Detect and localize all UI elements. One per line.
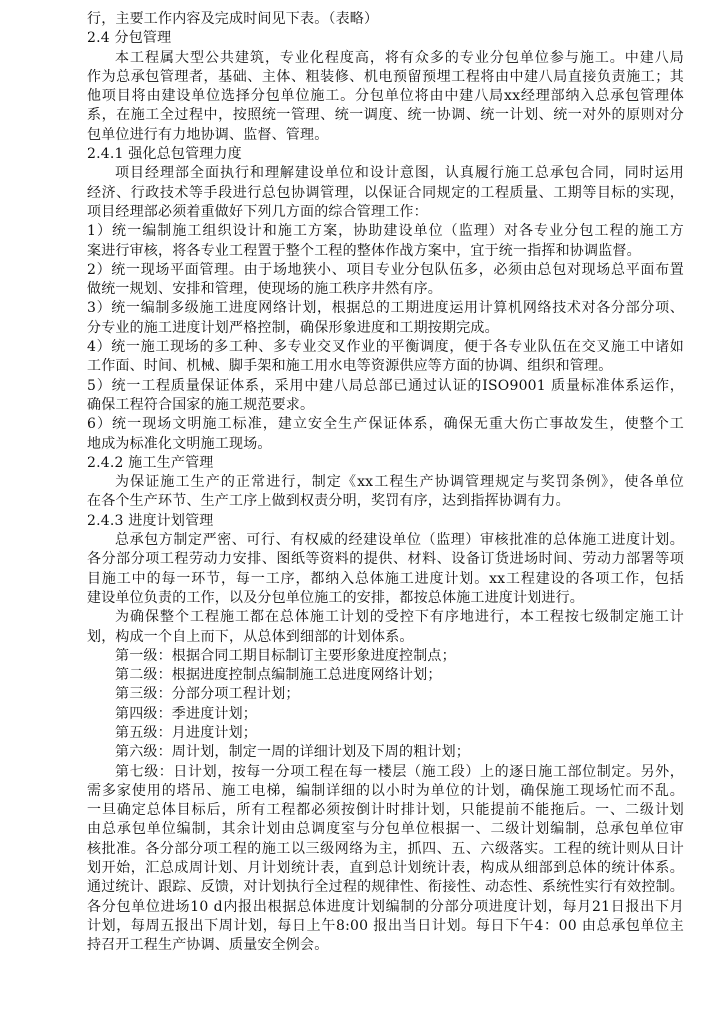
text-line: 一旦确定总体目标后，所有工程都必须按倒计时排计划，只能提前不能拖后。一、二级计划 xyxy=(87,802,684,819)
text-line: 他项目将由建设单位选择分包单位施工。分包单位将由中建八局xx经理部纳入总承包管理体 xyxy=(87,88,684,105)
plan-level-item: 第一级：根据合同工期目标制订主要形象进度控制点； xyxy=(115,647,456,664)
text-line: 分专业的施工进度计划严格控制，确保形象进度和工期按期完成。 xyxy=(87,319,499,336)
subsection-heading: 2.4.3 进度计划管理 xyxy=(87,512,214,529)
text-line: 需多家使用的塔吊、施工电梯，编制详细的以小时为单位的计划，确保施工现场忙而不乱。 xyxy=(87,782,684,799)
text-line: 各分包单位进场10 d内报出根据总体进度计划编制的分部分项进度计划，每月21日报出下月 xyxy=(87,898,684,915)
list-item-line: 3）统一编制多级施工进度网络计划，根据总的工期进度运用计算机网络技术对各分部分项、 xyxy=(87,300,684,317)
text-line: 工作面、时间、机械、脚手架和施工用水电等资源供应等方面的协调、组织和管理。 xyxy=(87,358,613,375)
text-line: 地成为标准化文明施工现场。 xyxy=(87,435,272,452)
text-line: 目施工中的每一环节，每一工序，都纳入总体施工进度计划。xx工程建设的各项工作，包括 xyxy=(87,570,684,587)
text-line: 行，主要工作内容及完成时间见下表。（表略） xyxy=(87,11,379,27)
list-item-line: 5）统一工程质量保证体系，采用中建八局总部已通过认证的ISO9001 质量标准体系运作， xyxy=(87,377,684,394)
text-line: 本工程属大型公共建筑，专业化程度高，将有众多的专业分包单位参与施工。中建八局 xyxy=(115,49,684,66)
text-line: 核批准。各分部分项工程的施工以三级网络为主，抓四、五、六级落实。工程的统计则从日计 xyxy=(87,840,684,857)
text-line: 作为总承包管理者，基础、主体、粗装修、机电预留预埋工程将由中建八局直接负责施工；其 xyxy=(87,68,684,85)
plan-level-item: 第二级：根据进度控制点编制施工总进度网络计划； xyxy=(115,667,442,684)
subsection-heading: 2.4.2 施工生产管理 xyxy=(87,454,214,471)
plan-level-item: 第四级：季进度计划； xyxy=(115,705,257,722)
text-line: 经济、行政技术等手段进行总包协调管理，以保证合同规定的工程质量、工期等目标的实现， xyxy=(87,184,684,201)
text-line: 总承包方制定严密、可行、有权威的经建设单位（监理）审核批准的总体施工进度计划。 xyxy=(115,532,684,549)
text-line: 包单位进行有力地协调、监督、管理。 xyxy=(87,126,329,143)
text-line: 通过统计、跟踪、反馈，对计划执行全过程的规律性、衔接性、动态性、系统性实行有效控制。 xyxy=(87,879,684,896)
text-line: 建设单位负责的工作，以及分包单位施工的安排，都按总体施工进度计划进行。 xyxy=(87,589,584,606)
text-line: 案进行审核，将各专业工程置于整个工程的整体作战方案中，宜于统一指挥和协调监督。 xyxy=(87,242,641,259)
plan-level-item: 第三级：分部分项工程计划； xyxy=(115,686,300,703)
text-line: 计划，每周五报出下周计划，每日上午8:00 报出当日计划。每日下午4：00 由总承包单位主 xyxy=(87,917,684,934)
plan-level-item: 第五级：月进度计划； xyxy=(115,724,257,741)
plan-level-item: 第七级：日计划，按每一分项工程在每一楼层（施工段）上的逐日施工部位制定。另外， xyxy=(115,763,684,780)
document-page xyxy=(87,10,684,956)
text-line: 持召开工程生产协调、质量安全例会。 xyxy=(87,937,329,954)
list-item-line: 4）统一施工现场的多工种、多专业交叉作业的平衡调度，便于各专业队伍在交叉施工中诸如 xyxy=(87,339,684,356)
text-line: 系，在施工全过程中，按照统一管理、统一调度、统一协调、统一计划、统一对外的原则对分 xyxy=(87,107,684,124)
text-line: 由总承包单位编制，其余计划由总调度室与分包单位根据一、二级计划编制，总承包单位审 xyxy=(87,821,684,838)
list-item-line: 6）统一现场文明施工标准，建立安全生产保证体系，确保无重大伤亡事故发生，使整个工 xyxy=(87,416,684,433)
text-line: 项目经理部必须着重做好下列几方面的综合管理工作： xyxy=(87,203,428,220)
text-line: 确保工程符合国家的施工规范要求。 xyxy=(87,396,315,413)
text-line: 在各个生产环节、生产工序上做到权责分明，奖罚有序，达到指挥协调有力。 xyxy=(87,493,570,510)
text-line: 项目经理部全面执行和理解建设单位和设计意图，认真履行施工总承包合同，同时运用 xyxy=(115,165,684,182)
plan-level-item: 第六级：周计划，制定一周的详细计划及下周的粗计划； xyxy=(115,744,470,761)
list-item-line: 1）统一编制施工组织设计和施工方案，协助建设单位（监理）对各专业分包工程的施工方 xyxy=(87,223,684,240)
list-item-line: 2）统一现场平面管理。由于场地狭小、项目专业分包队伍多，必须由总包对现场总平面布置 xyxy=(87,261,684,278)
text-line: 各分部分项工程劳动力安排、图纸等资料的提供、材料、设备订货进场时间、劳动力部署等项 xyxy=(87,551,684,568)
text-line: 做统一规划、安排和管理，使现场的施工秩序井然有序。 xyxy=(87,281,442,298)
text-line: 划开始，汇总成周计划、月计划统计表，直到总计划统计表，构成从细部到总体的统计体系。 xyxy=(87,860,684,877)
text-line: 为保证施工生产的正常进行，制定《xx工程生产协调管理规定与奖罚条例》，使各单位 xyxy=(115,474,684,491)
text-line: 为确保整个工程施工都在总体施工计划的受控下有序地进行，本工程按七级制定施工计 xyxy=(115,609,684,626)
subsection-heading: 2.4.1 强化总包管理力度 xyxy=(87,146,242,163)
section-heading: 2.4 分包管理 xyxy=(87,30,172,47)
text-line: 划，构成一个自上而下，从总体到细部的计划体系。 xyxy=(87,628,414,645)
